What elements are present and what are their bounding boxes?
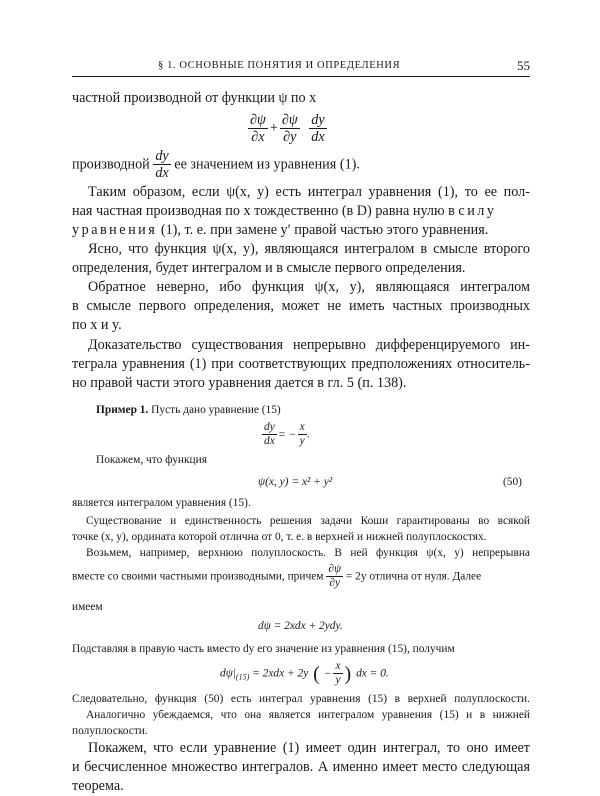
derivative-line: производной $\frac{dy}{dx}$ ее значением из уравнения (1). [72, 148, 360, 182]
conclusion-line3: полуплоскости. [72, 725, 148, 737]
fraction-x-y: $\frac{x}{y}$ [299, 421, 305, 448]
equation-dpsi: dψ = 2xdx + 2ydy. [258, 620, 343, 632]
fraction-x-y-final: $\frac{x}{y}$ [335, 660, 341, 687]
integral-statement: является интегралом уравнения (15). [72, 497, 251, 509]
para1-line3: уравнения (1), т. е. при замене y′ правой частью этого уравнения. [72, 222, 489, 238]
para1-line2: ная частная производная по x тождественно (в D) равна нулю в силу [72, 203, 497, 219]
para2-line1: Ясно, что функция ψ(x, y), являющаяся интегралом в смысле второго [88, 241, 530, 257]
equation-15: $\frac{dy}{dx}$ = − $\frac{x}{y}$ . [264, 421, 310, 448]
para2-line2: определения, будет интегралом и в смысле первого определения. [72, 260, 466, 276]
equation-total-derivative: $\frac{\partial\psi}{\partial x}$ + $\frac{\partial\psi}{\partial y}$ $\frac{dy}{dx}$ [250, 112, 325, 146]
page-number: 55 [517, 58, 530, 73]
para4-line2: теграла уравнения (1) при соответствующих предположениях относитель- [72, 356, 530, 372]
equation-number-50: (50) [503, 476, 522, 488]
conclusion-line1: Следовательно, функция (50) есть интеграл уравнения (15) в верхней полуплоскости. [72, 693, 530, 705]
para3-line2: в смысле первого определения, может не иметь частных производных [72, 298, 530, 314]
fraction-dy-dx-inline: $\frac{dy}{dx}$ [155, 148, 169, 182]
para3-line3: по x и y. [72, 317, 122, 333]
running-head-title: § 1. ОСНОВНЫЕ ПОНЯТИЯ И ОПРЕДЕЛЕНИЯ [158, 60, 401, 71]
example-label: Пример 1. [96, 404, 149, 416]
para4-line3: но правой части этого уравнения дается в гл. 5 (п. 138). [72, 375, 407, 391]
fraction-dy-dx: $\frac{dy}{dx}$ [311, 112, 325, 146]
header-rule [72, 76, 530, 77]
equation-50: ψ(x, y) = x² + y² [258, 476, 333, 488]
para1-line1: Таким образом, если ψ(x, y) есть интеграл уравнения (1), то ее пол- [88, 184, 530, 200]
cauchy-line2: точке (x, y), ордината которой отлична от 0, т. е. в верхней и нижней полуплоскостях. [72, 531, 487, 543]
show-line: Покажем, что функция [96, 454, 207, 466]
final-para-line3: теорема. [72, 778, 124, 794]
fraction-dpsi-dy: $\frac{\partial\psi}{\partial y}$ [281, 112, 298, 146]
halfplane-line3: имеем [72, 601, 103, 613]
substitution-line: Подставляя в правую часть вместо dy его значение из уравнения (15), получим [72, 643, 455, 655]
final-para-line1: Покажем, что если уравнение (1) имеет один интеграл, то оно имеет [88, 740, 530, 756]
fraction-dpsi-dy-inline: $\frac{\partial\psi}{\partial y}$ [328, 563, 342, 590]
equation-final: $d\psi|_{(15)} = 2xdx + 2y$ ( − $\frac{x}{y}$ ) dx = 0. [220, 660, 389, 687]
para4-line1: Доказательство существования непрерывно дифференцируемого ин- [88, 337, 530, 353]
final-para-line2: и бесчисленное множество интегралов. А именно имеет место следующая [72, 759, 530, 775]
example-heading: Пример 1. Пусть дано уравнение (15) [96, 404, 281, 416]
continuation-line: частной производной от функции ψ по x [72, 90, 317, 106]
conclusion-line2: Аналогично убеждаемся, что она является интегралом уравнения (15) и в нижней [86, 709, 530, 721]
para3-line1: Обратное неверно, ибо функция ψ(x, y), являющаяся интегралом [88, 279, 530, 295]
halfplane-line2: вместе со своими частными производными, причем $\frac{\partial\psi}{\partial y}$ = 2y отлична от нуля. Далее [72, 563, 482, 590]
running-header [72, 58, 530, 76]
cauchy-line1: Существование и единственность решения задачи Коши гарантированы во всякой [86, 515, 530, 527]
halfplane-line1: Возьмем, например, верхнюю полуплоскость. В ней функция ψ(x, y) непрерывна [86, 547, 530, 559]
fraction-dy-dx-15: $\frac{dy}{dx}$ [264, 421, 275, 448]
fraction-dpsi-dx: $\frac{\partial\psi}{\partial x}$ [250, 112, 266, 146]
